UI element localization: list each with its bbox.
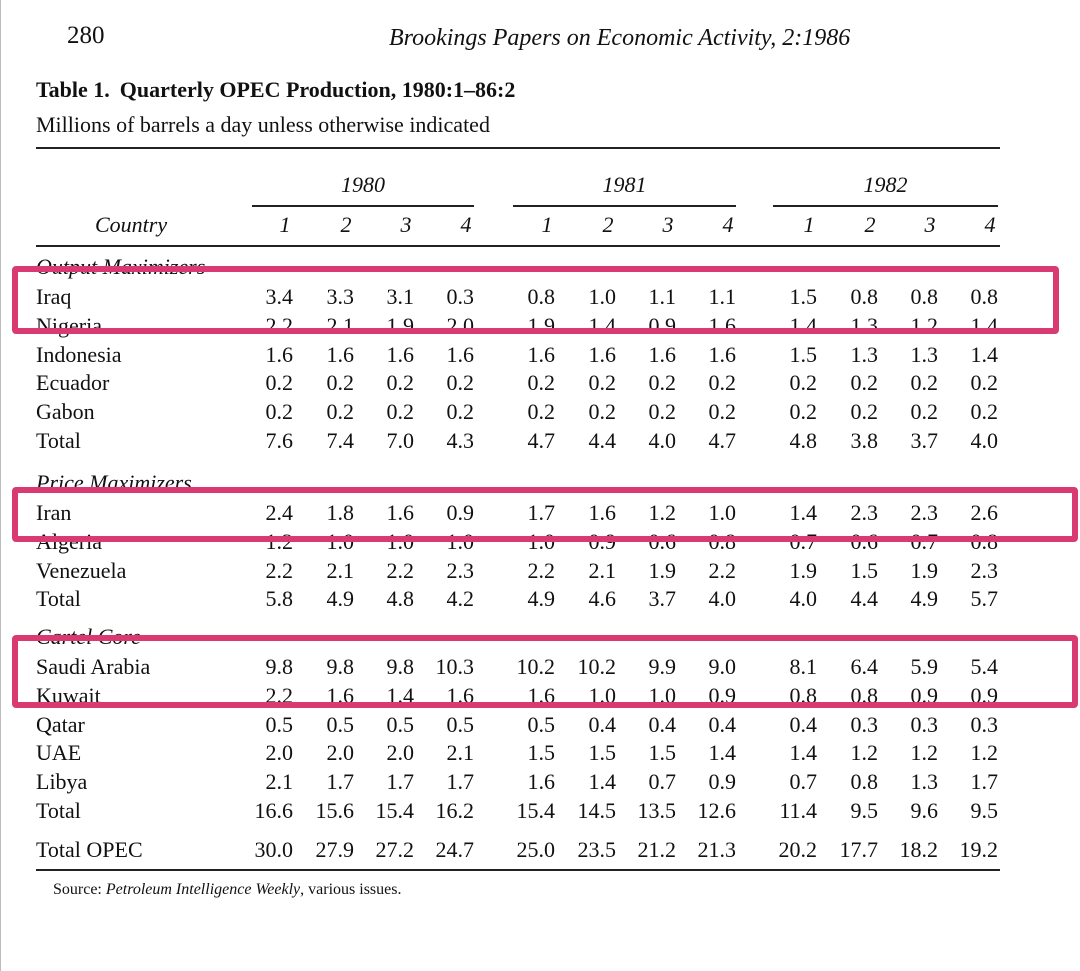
value-cell: 0.9 (648, 313, 676, 338)
quarter-header: 2 (340, 212, 352, 237)
value-cell: 0.9 (970, 683, 998, 708)
table-title-text: Quarterly OPEC Production, 1980:1–86:2 (119, 77, 516, 102)
value-cell: 0.2 (446, 399, 474, 424)
total-row-label: Total OPEC (36, 837, 143, 862)
value-cell: 17.7 (839, 837, 878, 862)
value-cell: 1.6 (265, 342, 293, 367)
value-cell: 9.0 (708, 654, 736, 679)
value-cell: 0.4 (648, 712, 676, 737)
value-cell: 0.2 (527, 370, 555, 395)
value-cell: 1.7 (326, 769, 354, 794)
value-cell: 4.7 (527, 428, 555, 453)
value-cell: 1.9 (386, 313, 414, 338)
value-cell: 14.5 (577, 798, 616, 823)
value-cell: 0.2 (648, 399, 676, 424)
value-cell: 3.1 (386, 284, 414, 309)
value-cell: 0.8 (708, 529, 736, 554)
value-cell: 1.6 (527, 769, 555, 794)
value-cell: 0.3 (850, 712, 878, 737)
quarter-header: 4 (460, 212, 472, 237)
value-cell: 1.2 (850, 740, 878, 765)
value-cell: 0.7 (910, 529, 938, 554)
value-cell: 4.4 (850, 586, 878, 611)
value-cell: 1.9 (789, 558, 817, 583)
quarter-header: 1 (803, 212, 815, 237)
value-cell: 12.6 (697, 798, 736, 823)
value-cell: 1.4 (970, 313, 998, 338)
value-cell: 2.3 (910, 500, 938, 525)
value-cell: 4.3 (446, 428, 474, 453)
value-cell: 0.2 (708, 399, 736, 424)
value-cell: 3.7 (910, 428, 938, 453)
value-cell: 4.9 (326, 586, 354, 611)
value-cell: 2.1 (326, 558, 354, 583)
year-spanner-rule-1980 (252, 205, 474, 207)
value-cell: 15.4 (516, 798, 555, 823)
value-cell: 1.0 (648, 683, 676, 708)
value-cell: 0.2 (588, 399, 616, 424)
value-cell: 1.5 (588, 740, 616, 765)
value-cell: 4.0 (708, 586, 736, 611)
value-cell: 1.2 (970, 740, 998, 765)
year-header-1980: 1980 (341, 172, 385, 197)
value-cell: 1.2 (910, 313, 938, 338)
value-cell: 24.7 (435, 837, 474, 862)
value-cell: 2.0 (386, 740, 414, 765)
highlight-box-iraq-nigeria (12, 266, 1059, 334)
value-cell: 0.5 (527, 712, 555, 737)
quarter-header: 4 (984, 212, 996, 237)
value-cell: 2.2 (265, 683, 293, 708)
header-bottom-rule (36, 245, 1000, 247)
value-cell: 6.4 (850, 654, 878, 679)
value-cell: 0.2 (970, 399, 998, 424)
value-cell: 0.2 (789, 370, 817, 395)
value-cell: 1.6 (708, 313, 736, 338)
value-cell: 1.0 (386, 529, 414, 554)
value-cell: 2.3 (850, 500, 878, 525)
value-cell: 9.8 (326, 654, 354, 679)
value-cell: 1.3 (910, 769, 938, 794)
value-cell: 0.2 (386, 370, 414, 395)
value-cell: 1.7 (970, 769, 998, 794)
value-cell: 1.5 (648, 740, 676, 765)
value-cell: 0.8 (789, 683, 817, 708)
source-note (53, 881, 401, 899)
value-cell: 9.5 (970, 798, 998, 823)
value-cell: 0.5 (265, 712, 293, 737)
year-spanner-rule-1981 (513, 205, 736, 207)
value-cell: 1.6 (326, 342, 354, 367)
value-cell: 1.9 (527, 313, 555, 338)
value-cell: 10.3 (435, 654, 474, 679)
year-spanner-rule-1982 (773, 205, 998, 207)
value-cell: 27.2 (375, 837, 414, 862)
value-cell: 2.1 (446, 740, 474, 765)
table-subtitle: Millions of barrels a day unless otherwise indicated (36, 112, 490, 137)
value-cell: 2.1 (265, 769, 293, 794)
value-cell: 0.2 (850, 370, 878, 395)
value-cell: 1.9 (910, 558, 938, 583)
value-cell: 1.6 (648, 342, 676, 367)
value-cell: 1.1 (648, 284, 676, 309)
value-cell: 15.6 (315, 798, 354, 823)
value-cell: 1.4 (708, 740, 736, 765)
value-cell: 1.9 (648, 558, 676, 583)
value-cell: 4.9 (527, 586, 555, 611)
year-header-1981: 1981 (602, 172, 647, 197)
value-cell: 5.8 (265, 586, 293, 611)
source-publication: Petroleum Intelligence Weekly (105, 881, 301, 898)
value-cell: 1.5 (527, 740, 555, 765)
value-cell: 1.4 (789, 500, 817, 525)
value-cell: 7.6 (265, 428, 293, 453)
value-cell: 1.4 (789, 313, 817, 338)
total-row-label: Total (36, 428, 81, 453)
value-cell: 0.3 (446, 284, 474, 309)
value-cell: 2.2 (527, 558, 555, 583)
value-cell: 25.0 (516, 837, 555, 862)
value-cell: 1.6 (446, 683, 474, 708)
value-cell: 0.6 (850, 529, 878, 554)
value-cell: 2.0 (265, 740, 293, 765)
value-cell: 0.9 (708, 683, 736, 708)
value-cell: 0.2 (910, 370, 938, 395)
value-cell: 0.2 (970, 370, 998, 395)
value-cell: 0.9 (446, 500, 474, 525)
value-cell: 1.2 (265, 529, 293, 554)
value-cell: 4.8 (386, 586, 414, 611)
quarter-header: 2 (602, 212, 614, 237)
value-cell: 9.8 (386, 654, 414, 679)
value-cell: 1.5 (850, 558, 878, 583)
quarter-header: 2 (864, 212, 876, 237)
value-cell: 10.2 (516, 654, 555, 679)
value-cell: 9.8 (265, 654, 293, 679)
value-cell: 1.0 (588, 284, 616, 309)
quarter-header: 3 (400, 212, 412, 237)
country-name: Qatar (36, 712, 85, 737)
value-cell: 4.6 (588, 586, 616, 611)
value-cell: 1.2 (910, 740, 938, 765)
value-cell: 13.5 (637, 798, 676, 823)
value-cell: 0.4 (588, 712, 616, 737)
value-cell: 4.8 (789, 428, 817, 453)
value-cell: 0.2 (386, 399, 414, 424)
value-cell: 3.3 (326, 284, 354, 309)
value-cell: 0.2 (265, 399, 293, 424)
source-prefix: Source: (53, 881, 106, 898)
country-name: Iraq (36, 284, 72, 309)
value-cell: 4.9 (910, 586, 938, 611)
value-cell: 4.0 (789, 586, 817, 611)
value-cell: 2.1 (588, 558, 616, 583)
value-cell: 2.0 (446, 313, 474, 338)
value-cell: 1.6 (446, 342, 474, 367)
value-cell: 0.8 (527, 284, 555, 309)
value-cell: 1.0 (326, 529, 354, 554)
value-cell: 0.3 (970, 712, 998, 737)
value-cell: 0.2 (446, 370, 474, 395)
value-cell: 2.4 (265, 500, 293, 525)
source-suffix: , various issues. (300, 881, 402, 898)
value-cell: 1.6 (708, 342, 736, 367)
total-row-label: Total (36, 586, 81, 611)
value-cell: 0.8 (970, 529, 998, 554)
country-column-header: Country (95, 212, 168, 237)
value-cell: 1.4 (386, 683, 414, 708)
value-cell: 1.4 (588, 313, 616, 338)
value-cell: 1.5 (789, 342, 817, 367)
value-cell: 0.5 (386, 712, 414, 737)
page-edge (0, 0, 1, 971)
value-cell: 2.3 (446, 558, 474, 583)
value-cell: 1.7 (386, 769, 414, 794)
value-cell: 1.5 (789, 284, 817, 309)
value-cell: 0.2 (588, 370, 616, 395)
highlight-box-saudi-kuwait (12, 635, 1078, 708)
value-cell: 0.9 (588, 529, 616, 554)
value-cell: 5.7 (970, 586, 998, 611)
value-cell: 0.4 (789, 712, 817, 737)
running-head: Brookings Papers on Economic Activity, 2:1986 (389, 25, 851, 51)
value-cell: 1.6 (326, 683, 354, 708)
group-header-cartel-core: Cartel Core (36, 624, 141, 649)
value-cell: 11.4 (779, 798, 817, 823)
value-cell: 7.0 (386, 428, 414, 453)
value-cell: 2.2 (265, 558, 293, 583)
value-cell: 3.4 (265, 284, 293, 309)
quarter-header: 3 (662, 212, 674, 237)
group-header-price-maximizers: Price Maximizers (36, 470, 192, 495)
value-cell: 9.6 (910, 798, 938, 823)
value-cell: 0.2 (708, 370, 736, 395)
value-cell: 2.0 (326, 740, 354, 765)
value-cell: 0.4 (708, 712, 736, 737)
value-cell: 2.3 (970, 558, 998, 583)
value-cell: 0.2 (648, 370, 676, 395)
value-cell: 8.1 (789, 654, 817, 679)
value-cell: 0.8 (970, 284, 998, 309)
value-cell: 2.6 (970, 500, 998, 525)
value-cell: 1.0 (446, 529, 474, 554)
value-cell: 1.8 (326, 500, 354, 525)
value-cell: 1.2 (648, 500, 676, 525)
country-name: Gabon (36, 399, 95, 424)
top-rule (36, 147, 1000, 149)
value-cell: 1.6 (527, 342, 555, 367)
value-cell: 3.7 (648, 586, 676, 611)
value-cell: 1.6 (588, 342, 616, 367)
value-cell: 18.2 (899, 837, 938, 862)
value-cell: 0.2 (527, 399, 555, 424)
table-title (36, 77, 515, 103)
value-cell: 1.0 (527, 529, 555, 554)
value-cell: 0.8 (850, 683, 878, 708)
country-name: Saudi Arabia (36, 654, 151, 679)
value-cell: 10.2 (577, 654, 616, 679)
group-header-output-maximizers: Output Maximizers (36, 254, 206, 279)
country-name: Iran (36, 500, 72, 525)
value-cell: 21.3 (697, 837, 736, 862)
value-cell: 0.7 (648, 769, 676, 794)
value-cell: 19.2 (959, 837, 998, 862)
value-cell: 16.2 (435, 798, 474, 823)
quarter-header: 4 (722, 212, 734, 237)
quarter-header: 1 (541, 212, 553, 237)
quarter-header: 1 (279, 212, 291, 237)
value-cell: 0.6 (648, 529, 676, 554)
value-cell: 2.2 (265, 313, 293, 338)
country-name: Venezuela (36, 558, 127, 583)
highlight-box-iran-algeria (12, 487, 1078, 542)
total-row-label: Total (36, 798, 81, 823)
value-cell: 1.6 (386, 342, 414, 367)
value-cell: 1.3 (850, 342, 878, 367)
value-cell: 16.6 (254, 798, 293, 823)
country-name: Indonesia (36, 342, 122, 367)
value-cell: 7.4 (326, 428, 354, 453)
country-name: UAE (36, 740, 82, 765)
value-cell: 1.3 (910, 342, 938, 367)
country-name: Libya (36, 769, 88, 794)
country-name: Nigeria (36, 313, 102, 338)
value-cell: 4.0 (648, 428, 676, 453)
value-cell: 0.2 (789, 399, 817, 424)
value-cell: 4.7 (708, 428, 736, 453)
value-cell: 30.0 (254, 837, 293, 862)
value-cell: 21.2 (637, 837, 676, 862)
value-cell: 0.8 (850, 769, 878, 794)
table-bottom-rule (36, 869, 1000, 871)
value-cell: 1.0 (588, 683, 616, 708)
value-cell: 4.2 (446, 586, 474, 611)
value-cell: 0.2 (265, 370, 293, 395)
page-number: 280 (67, 22, 105, 49)
value-cell: 3.8 (850, 428, 878, 453)
value-cell: 0.7 (789, 529, 817, 554)
value-cell: 9.5 (850, 798, 878, 823)
value-cell: 5.9 (910, 654, 938, 679)
value-cell: 1.6 (386, 500, 414, 525)
value-cell: 1.7 (527, 500, 555, 525)
value-cell: 1.1 (708, 284, 736, 309)
value-cell: 15.4 (375, 798, 414, 823)
value-cell: 1.4 (588, 769, 616, 794)
country-name: Algeria (36, 529, 102, 554)
year-header-1982: 1982 (863, 172, 908, 197)
value-cell: 1.4 (970, 342, 998, 367)
value-cell: 27.9 (315, 837, 354, 862)
country-name: Kuwait (36, 683, 101, 708)
value-cell: 1.6 (527, 683, 555, 708)
quarter-header: 3 (924, 212, 936, 237)
value-cell: 0.2 (850, 399, 878, 424)
value-cell: 1.4 (789, 740, 817, 765)
value-cell: 4.4 (588, 428, 616, 453)
value-cell: 1.3 (850, 313, 878, 338)
value-cell: 0.2 (326, 370, 354, 395)
value-cell: 4.0 (970, 428, 998, 453)
value-cell: 1.6 (588, 500, 616, 525)
table-number: Table 1. (36, 77, 110, 102)
value-cell: 20.2 (778, 837, 817, 862)
value-cell: 23.5 (577, 837, 616, 862)
value-cell: 0.5 (326, 712, 354, 737)
value-cell: 0.9 (708, 769, 736, 794)
value-cell: 1.7 (446, 769, 474, 794)
value-cell: 0.2 (910, 399, 938, 424)
value-cell: 0.5 (446, 712, 474, 737)
value-cell: 0.7 (789, 769, 817, 794)
value-cell: 0.3 (910, 712, 938, 737)
value-cell: 2.2 (708, 558, 736, 583)
value-cell: 2.2 (386, 558, 414, 583)
value-cell: 0.2 (326, 399, 354, 424)
value-cell: 5.4 (970, 654, 998, 679)
value-cell: 2.1 (326, 313, 354, 338)
value-cell: 0.8 (850, 284, 878, 309)
country-name: Ecuador (36, 370, 110, 395)
value-cell: 0.8 (910, 284, 938, 309)
value-cell: 0.9 (910, 683, 938, 708)
value-cell: 9.9 (648, 654, 676, 679)
value-cell: 1.0 (708, 500, 736, 525)
